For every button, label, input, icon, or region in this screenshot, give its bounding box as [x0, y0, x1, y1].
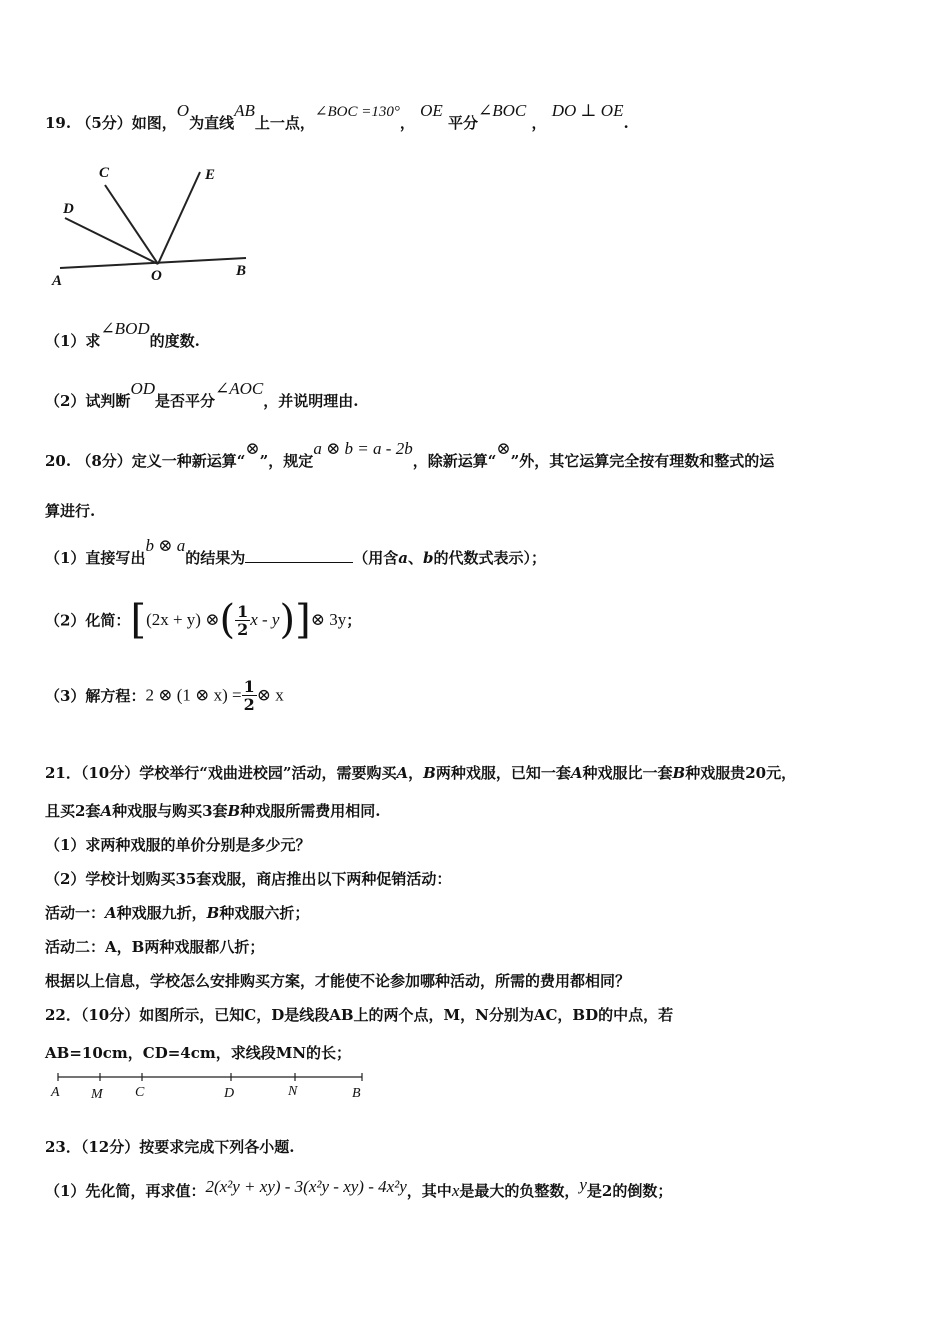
- q21-line4: （2）学校计划购买35套戏服，商店推出以下两种促销活动：: [45, 870, 452, 888]
- q20-text: 定义一种新运算“: [131, 452, 246, 470]
- q21-text: 且买2套: [45, 802, 101, 820]
- label-E: E: [205, 167, 216, 183]
- math-angle-aoc: ∠AOC: [215, 379, 264, 398]
- q20-text: ，除新运算“: [412, 452, 497, 470]
- fraction-numerator: 1: [237, 601, 249, 621]
- ray-OE: [158, 172, 200, 264]
- math-OE: OE: [420, 101, 443, 120]
- var-b: b: [422, 549, 434, 567]
- q19-part2-text: ，并说明理由.: [263, 392, 359, 410]
- q23-part1-text: ，其中: [406, 1182, 452, 1200]
- q19-part2-text: （2）试判断: [45, 392, 131, 410]
- q19-text: 如图，: [131, 114, 177, 132]
- q20-part3: [45, 678, 284, 713]
- q19-part2: [45, 379, 359, 411]
- q19-part1: [45, 319, 200, 351]
- q23-line1: 23．（12分）按要求完成下列各小题.: [45, 1138, 295, 1156]
- label-B: B: [236, 263, 247, 279]
- q21-line6: 活动二：A，B两种戏服都八折；: [45, 938, 265, 956]
- seg-label-N: N: [288, 1084, 298, 1099]
- math-angle-boc: ∠BOC =130°: [314, 104, 400, 120]
- q20-part1-text: （1）直接写出: [45, 549, 146, 567]
- math-O: O: [176, 101, 190, 120]
- math-x-minus-y: x - y: [250, 610, 280, 629]
- line-AB: [60, 258, 246, 268]
- q20-part1-text: （用含: [353, 549, 399, 567]
- fraction-denominator: 2: [243, 695, 255, 714]
- q19-part1-text: 的度数.: [149, 332, 200, 350]
- q23-part1-text: 是最大的负整数，: [459, 1182, 580, 1200]
- q21-text: ，: [408, 764, 424, 782]
- ray-OC: [105, 185, 158, 264]
- fraction-half: [235, 603, 250, 638]
- q21-line1: [45, 762, 796, 783]
- q21-text: 种戏服与购买3套: [112, 802, 228, 820]
- label-D: D: [63, 201, 74, 217]
- q20-part2-text: （2）化简：: [45, 611, 131, 630]
- q19-line: [45, 101, 629, 133]
- math-equation-right: ⊗ x: [256, 685, 284, 705]
- q19-part2-text: 是否平分: [155, 392, 216, 410]
- var-A: A: [570, 764, 583, 782]
- math-definition: a ⊗ b = a - 2b: [313, 439, 413, 458]
- var-B: B: [672, 764, 686, 782]
- fraction-numerator: 1: [243, 677, 255, 696]
- seg-label-M: M: [91, 1087, 103, 1102]
- q23-part1-text: 是2的倒数；: [586, 1182, 673, 1200]
- paren-left: (: [219, 597, 236, 643]
- q20-part1-text: 、: [407, 549, 423, 567]
- label-O: O: [151, 268, 162, 284]
- label-C: C: [99, 165, 110, 181]
- q21-text: 活动一：: [45, 904, 106, 922]
- math-equation-left: 2 ⊗ (1 ⊗ x) =: [145, 685, 242, 705]
- q20-part2: [45, 597, 362, 643]
- q19-number: 19.: [45, 114, 72, 132]
- q22-line2: AB=10cm，CD=4cm，求线段MN的长；: [45, 1044, 352, 1062]
- label-A: A: [52, 273, 63, 289]
- seg-label-B: B: [352, 1086, 361, 1101]
- q20-part2-text: ；: [346, 611, 362, 630]
- var-x: x: [451, 1181, 460, 1200]
- seg-label-D: D: [224, 1086, 235, 1101]
- bracket-right: ]: [295, 597, 311, 643]
- q20-part1: [45, 536, 546, 568]
- var-a: a: [398, 549, 408, 567]
- var-A: A: [396, 764, 409, 782]
- q21-text: 种戏服所需费用相同.: [240, 802, 381, 820]
- q20-part1-text: 的代数式表示）；: [433, 549, 546, 567]
- q20-line: [45, 439, 775, 471]
- q20-text: ”外，其它运算完全按有理数和整式的运: [510, 452, 775, 470]
- fraction-half: [242, 678, 257, 713]
- q19-score: （5分）: [76, 114, 132, 132]
- segment-diagram: [50, 1072, 370, 1088]
- q19-text: 上一点，: [254, 114, 315, 132]
- math-AB: AB: [234, 101, 255, 120]
- q21-text: 种戏服九折，: [116, 904, 207, 922]
- q20-part1-text: 的结果为: [185, 549, 246, 567]
- q19-text: .: [623, 114, 629, 132]
- q19-text: 为直线: [189, 114, 235, 132]
- var-A: A: [100, 802, 113, 820]
- q20-score: （8分）: [76, 452, 132, 470]
- q20-part3-text: （3）解方程：: [45, 687, 146, 705]
- q21-line3: （1）求两种戏服的单价分别是多少元？: [45, 836, 311, 854]
- math-angle-bod: ∠BOD: [100, 319, 150, 338]
- q20-number: 20.: [45, 452, 72, 470]
- q20-line2: 算进行.: [45, 502, 96, 520]
- seg-label-C: C: [135, 1085, 145, 1100]
- q21-text: 种戏服贵20元，: [685, 764, 797, 782]
- q23-part1-text: （1）先化简，再求值：: [45, 1182, 206, 1200]
- var-B: B: [227, 802, 241, 820]
- q22-line1: 22．（10分）如图所示，已知C，D是线段AB上的两个点，M，N分别为AC，BD的中点，若: [45, 1006, 674, 1024]
- answer-blank[interactable]: [245, 548, 353, 563]
- var-y: y: [579, 1175, 587, 1194]
- q21-text: 两种戏服，已知一套: [435, 764, 571, 782]
- otimes-symbol: ⊗: [496, 439, 511, 458]
- var-A: A: [105, 904, 117, 922]
- bracket-left: [: [130, 597, 147, 643]
- q21-line7: 根据以上信息，学校怎么安排购买方案，才能使不论参加哪种活动，所需的费用都相同？: [45, 972, 631, 990]
- math-angle-boc2: ∠BOC: [478, 101, 527, 120]
- math-otimes-3y: ⊗ 3y: [310, 610, 347, 629]
- math-do-perp-oe: DO ⊥ OE: [551, 101, 624, 120]
- var-B: B: [423, 764, 436, 782]
- q20-text: ”，规定: [259, 452, 314, 470]
- q23-part1: [45, 1175, 673, 1201]
- var-B: B: [206, 904, 220, 922]
- math-OD: OD: [130, 379, 156, 398]
- q21-text: 21．（10分）学校举行“戏曲进校园”活动，需要购买: [45, 764, 397, 782]
- q21-text: 种戏服六折；: [219, 904, 310, 922]
- seg-label-A: A: [51, 1085, 60, 1100]
- q19-text: 平分: [448, 114, 479, 132]
- math-expression: 2(x²y + xy) - 3(x²y - xy) - 4x²y: [205, 1177, 407, 1196]
- ray-OD: [65, 218, 158, 264]
- q21-text: 种戏服比一套: [582, 764, 673, 782]
- q21-line5: [45, 902, 309, 923]
- q19-part1-text: （1）求: [45, 332, 101, 350]
- math-b-otimes-a: b ⊗ a: [145, 536, 186, 555]
- q19-text: ，: [531, 114, 547, 132]
- math-2x-plus-y: (2x + y) ⊗: [146, 610, 220, 629]
- fraction-denominator: 2: [237, 619, 249, 639]
- otimes-symbol: ⊗: [245, 439, 260, 458]
- q19-text: ，: [399, 114, 415, 132]
- paren-right: ): [279, 597, 296, 643]
- q21-line2: [45, 800, 380, 821]
